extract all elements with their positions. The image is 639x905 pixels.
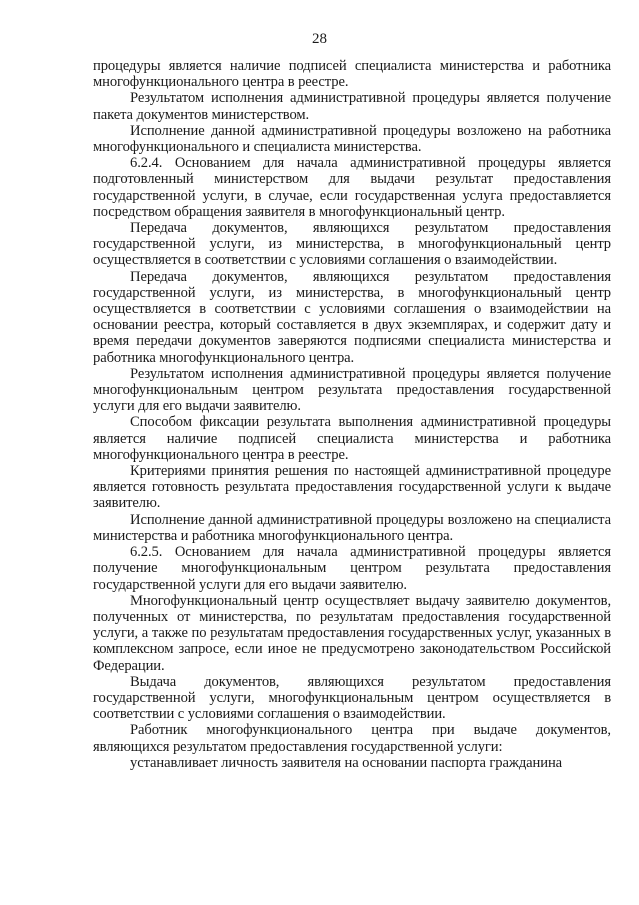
paragraph-fixation-method: Способом фиксации результата выполнения административной процедуры является наличие подписей специалиста министерства и работника многофункционального центра в реестре. <box>93 414 611 463</box>
paragraph-6-2-5: 6.2.5. Основанием для начала административной процедуры является получение многофункциональным центром результата предоставления государственной услуги для его выдачи заявителю. <box>93 544 611 593</box>
paragraph-worker-duties: Работник многофункционального центра при выдаче документов, являющихся результатом предоставления государственной услуги: <box>93 722 611 755</box>
paragraph-issuance: Выдача документов, являющихся результатом предоставления государственной услуги, многофункциональным центром осуществляется в соответствии с условиями соглашения о взаимодействии. <box>93 673 611 723</box>
document-body <box>93 58 611 771</box>
paragraph-transfer-2: Передача документов, являющихся результатом предоставления государственной услуги, из министерства, в многофункциональный центр осуществляется в соответствии с условиями соглашения о взаимодействии на основании реестра, который составляется в двух экземплярах, и содержит дату и время передачи документов заверяются подписями специалиста министерства и работника многофункционального центра. <box>93 268 611 366</box>
paragraph-result-package: Результатом исполнения административной процедуры является получение пакета документов министерством. <box>93 90 611 123</box>
paragraph-6-2-4: 6.2.4. Основанием для начала административной процедуры является подготовленный министерством для выдачи результат предоставления государственной услуги, в случае, если государственная услуга предоставляется посредством обращения заявителя в многофункциональный центр. <box>93 155 611 220</box>
paragraph-mfc-issues: Многофункциональный центр осуществляет выдачу заявителю документов, полученных от министерства, по результатам предоставления государственной услуги, а также по результатам предоставления государственных услуг, указанных в комплексном запросе, если иное не предусмотрено законодательством Российской Федерации. <box>93 592 611 674</box>
paragraph-decision-criteria: Критериями принятия решения по настоящей административной процедуре является готовность результата предоставления государственной услуги к выдаче заявителю. <box>93 463 611 512</box>
page-number: 28 <box>312 31 327 47</box>
paragraph-identity-check: устанавливает личность заявителя на основании паспорта гражданина <box>130 754 563 771</box>
paragraph-continuation: процедуры является наличие подписей специалиста министерства и работника многофункционального центра в реестре. <box>93 58 611 91</box>
paragraph-result-receipt: Результатом исполнения административной процедуры является получение многофункциональным центром результата предоставления государственной услуги для его выдачи заявителю. <box>93 365 611 415</box>
paragraph-execution-assigned: Исполнение данной административной процедуры возложено на работника многофункционального и специалиста министерства. <box>93 122 611 156</box>
paragraph-transfer-1: Передача документов, являющихся результатом предоставления государственной услуги, из министерства, в многофункциональный центр осуществляется в соответствии с условиями соглашения о взаимодействии. <box>93 220 611 269</box>
paragraph-execution-assigned-2: Исполнение данной административной процедуры возложено на специалиста министерства и работника многофункционального центра. <box>93 511 611 544</box>
